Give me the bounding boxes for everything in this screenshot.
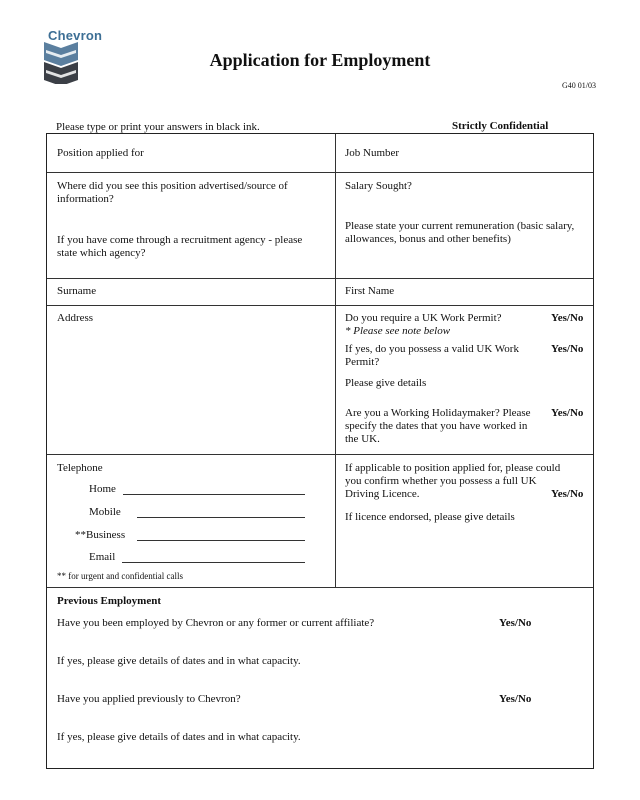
mobile-phone-line[interactable]: [137, 517, 305, 518]
row-divider: [47, 587, 593, 588]
address-label: Address: [57, 312, 94, 324]
recruitment-agency-label: If you have come through a recruitment agency - please state which agency?: [57, 234, 303, 259]
holidaymaker-yes-no: Yes/No: [551, 407, 584, 419]
work-permit-note: * Please see note below: [345, 325, 451, 337]
home-phone-label: Home: [89, 483, 116, 495]
employed-by-chevron-question: Have you been employed by Chevron or any former or current affiliate?: [57, 617, 375, 629]
employment-details-label: If yes, please give details of dates and in what capacity.: [57, 655, 301, 667]
first-name-label: First Name: [345, 285, 395, 297]
home-phone-line[interactable]: [123, 494, 305, 495]
instructions-text: Please type or print your answers in black ink.: [56, 121, 260, 133]
applied-previously-question: Have you applied previously to Chevron?: [57, 693, 241, 705]
valid-permit-yes-no: Yes/No: [551, 343, 584, 355]
column-divider: [335, 134, 336, 587]
employed-yes-no: Yes/No: [499, 617, 532, 629]
applied-yes-no: Yes/No: [499, 693, 532, 705]
confidential-label: Strictly Confidential: [452, 120, 549, 132]
business-phone-label: **Business: [75, 529, 126, 541]
work-permit-yes-no: Yes/No: [551, 312, 584, 324]
current-remuneration-label: Please state your current remuneration (basic salary, allowances, bonus and other benefits): [345, 220, 575, 245]
form-frame: [46, 133, 594, 769]
chevron-logo-text: Chevron: [48, 28, 103, 43]
driving-licence-question: If applicable to position applied for, please could you confirm whether you possess a full UK Driving Licence.: [345, 462, 561, 500]
row-divider: [47, 278, 593, 279]
previous-employment-heading: Previous Employment: [57, 595, 161, 607]
business-phone-line[interactable]: [137, 540, 305, 541]
valid-permit-question: If yes, do you possess a valid UK Work Permit?: [345, 343, 519, 368]
salary-sought-label: Salary Sought?: [345, 180, 412, 192]
application-details-label: If yes, please give details of dates and in what capacity.: [57, 731, 301, 743]
row-divider: [47, 305, 593, 306]
driving-licence-yes-no: Yes/No: [551, 488, 584, 500]
licence-endorsed-label: If licence endorsed, please give details: [345, 511, 515, 523]
mobile-phone-label: Mobile: [89, 506, 121, 518]
page-title: Application for Employment: [209, 50, 431, 70]
job-number-label: Job Number: [345, 147, 400, 159]
surname-label: Surname: [57, 285, 97, 297]
work-permit-question: Do you require a UK Work Permit?: [345, 312, 502, 324]
row-divider: [47, 454, 593, 455]
row-divider: [47, 172, 593, 173]
holidaymaker-question: Are you a Working Holidaymaker? Please specify the dates that you have worked in the UK.: [345, 407, 531, 445]
form-code: G40 01/03: [562, 81, 596, 90]
telephone-label: Telephone: [57, 462, 103, 474]
permit-details-label: Please give details: [345, 377, 427, 389]
urgent-calls-footnote: ** for urgent and confidential calls: [57, 571, 184, 581]
email-line[interactable]: [122, 562, 305, 563]
position-applied-label: Position applied for: [57, 147, 144, 159]
advertised-source-label: Where did you see this position advertised/source of information?: [57, 180, 288, 205]
email-label: Email: [89, 551, 116, 563]
